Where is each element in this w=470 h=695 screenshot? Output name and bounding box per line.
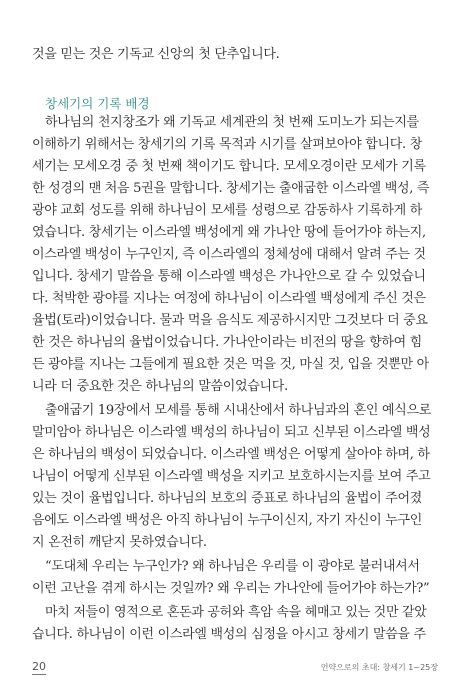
text-line: 율법(토라)이었습니다. 물과 먹을 음식도 제공하시지만 그것보다 더 중요 [32, 313, 428, 328]
text-line: 한 것은 하나님의 율법이었습니다. 가나안이라는 비전의 땅을 향하여 힘 [32, 335, 422, 350]
text-line: 있는 것이 율법입니다. 하나님의 보호의 증표로 하나님의 율법이 주어졌 [32, 491, 422, 506]
text-line: 것을 믿는 것은 기독교 신앙의 첫 단추입니다. [32, 47, 280, 62]
text-line: 다. 척박한 광야를 지나는 여정에 하나님이 이스라엘 백성에게 주신 것은 [32, 291, 426, 306]
text-line: 세기는 모세오경 중 첫 번째 책이기도 합니다. 모세오경이란 모세가 기록 [32, 159, 426, 174]
text-line: 이스라엘 백성이 누구인지, 즉 이스라엘의 정체성에 대해서 알려 주는 것 [32, 247, 426, 262]
section-heading: 창세기의 기록 배경 [45, 96, 150, 111]
text-line: 광야 교회 성도를 위해 하나님이 모세를 성령으로 감동하사 기록하게 하 [32, 203, 422, 218]
page-number: 20 [32, 660, 46, 673]
text-line: “도대체 우리는 누구인가? 왜 하나님은 우리를 이 광야로 불러내셔서 [45, 559, 420, 574]
text-line: 말미암아 하나님은 이스라엘 백성의 하나님이 되고 신부된 이스라엘 백성 [32, 425, 431, 440]
text-line: 이해하기 위해서는 창세기의 기록 목적과 시기를 살펴보아야 합니다. 창 [32, 137, 422, 152]
text-line: 든 광야를 지나는 그들에게 필요한 것은 먹을 것, 마실 것, 입을 것뿐만 아 [32, 357, 429, 372]
text-line: 이런 고난을 겪게 하시는 것일까? 왜 우리는 가나안에 들어가야 하는가?” [32, 581, 430, 596]
text-line: 지 온전히 깨닫지 못하였습니다. [32, 535, 207, 550]
text-line: 마치 저들이 영적으로 혼돈과 공허와 흑암 속을 헤매고 있는 것만 같았 [45, 605, 427, 620]
text-line: 음에도 이스라엘 백성은 아직 하나님이 누구이신지, 자기 자신이 누구인 [32, 513, 422, 528]
text-line: 나님이 어떻게 신부된 이스라엘 백성을 지키고 보호하시는지를 보여 주고 [32, 469, 431, 484]
text-line: 입니다. 창세기 말씀을 통해 이스라엘 백성은 가나안으로 갈 수 있었습니 [32, 269, 426, 284]
text-line: 한 성경의 맨 처음 5권을 말합니다. 창세기는 출애굽한 이스라엘 백성, 즉 [32, 181, 430, 196]
text-line: 습니다. 하나님이 이런 이스라엘 백성의 심정을 아시고 창세기 말씀을 주 [32, 627, 426, 642]
text-line: 하나님의 천지창조가 왜 기독교 세계관의 첫 번째 도미노가 되는지를 [45, 115, 419, 130]
text-line: 출애굽기 19장에서 모세를 통해 시내산에서 하나님과의 혼인 예식으로 [45, 403, 431, 418]
text-line: 였습니다. 창세기는 이스라엘 백성에게 왜 가나안 땅에 들어가야 하는지, [32, 225, 426, 240]
running-head: 언약으로의 초대: 창세기 1~25장 [320, 663, 438, 672]
text-line: 니라 더 중요한 것은 하나님의 말씀이었습니다. [32, 379, 288, 394]
text-line: 은 하나님의 백성이 되었습니다. 이스라엘 백성은 어떻게 살아야 하며, 하 [32, 447, 430, 462]
